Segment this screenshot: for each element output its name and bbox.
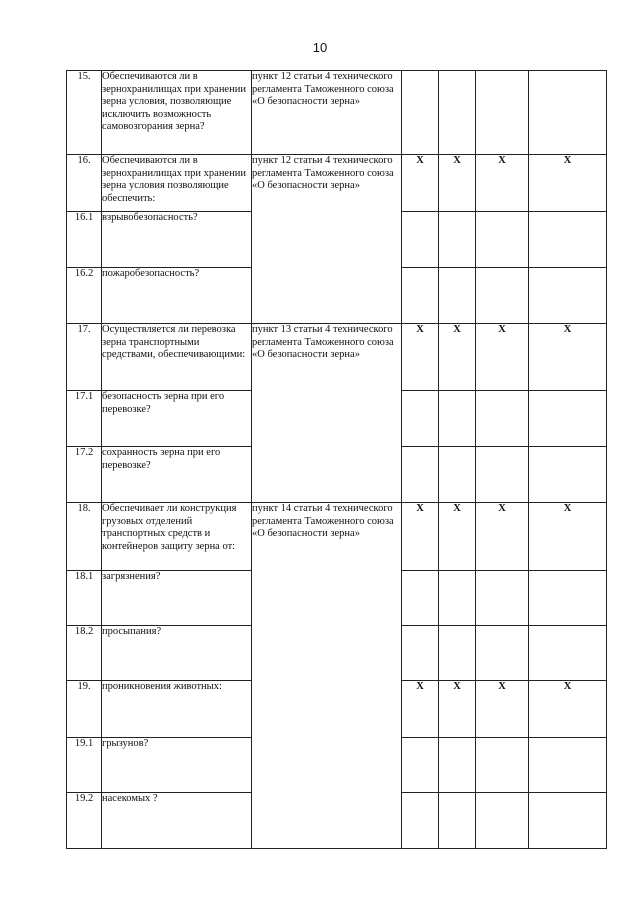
row-number: 16.	[67, 155, 102, 212]
answer-na-cell	[476, 793, 529, 849]
row-number: 18.2	[67, 626, 102, 681]
requirement-question: Обеспечиваются ли в зернохранилищах при хранении зерна условия, позволяющие исключить возможность самовозгорания зерна?	[102, 71, 252, 155]
notes-cell: X	[529, 503, 607, 571]
notes-cell	[529, 571, 607, 626]
answer-no-cell	[439, 268, 476, 324]
answer-yes-cell	[402, 212, 439, 268]
answer-no-cell: X	[439, 503, 476, 571]
answer-yes-cell: X	[402, 681, 439, 738]
notes-cell: X	[529, 155, 607, 212]
notes-cell	[529, 738, 607, 793]
answer-yes-cell: X	[402, 324, 439, 391]
requirement-question: Обеспечивает ли конструкция грузовых отделений транспортных средств и контейнеров защиту зерна от:	[102, 503, 252, 571]
answer-no-cell: X	[439, 155, 476, 212]
requirement-question: загрязнения?	[102, 571, 252, 626]
answer-na-cell: X	[476, 155, 529, 212]
answer-na-cell: X	[476, 324, 529, 391]
requirement-question: пожаробезопасность?	[102, 268, 252, 324]
answer-na-cell	[476, 268, 529, 324]
answer-no-cell	[439, 212, 476, 268]
requirement-question: просыпания?	[102, 626, 252, 681]
legal-reference: пункт 12 статьи 4 технического регламента Таможенного союза «О безопасности зерна»	[252, 71, 402, 155]
answer-yes-cell	[402, 738, 439, 793]
answer-yes-cell	[402, 793, 439, 849]
answer-no-cell	[439, 738, 476, 793]
notes-cell	[529, 447, 607, 503]
legal-reference: пункт 12 статьи 4 технического регламента Таможенного союза «О безопасности зерна»	[252, 155, 402, 324]
answer-yes-cell	[402, 268, 439, 324]
requirement-question: проникновения животных:	[102, 681, 252, 738]
table-row	[67, 155, 607, 212]
answer-no-cell	[439, 447, 476, 503]
table-row	[67, 503, 607, 571]
notes-cell: X	[529, 324, 607, 391]
row-number: 19.	[67, 681, 102, 738]
answer-na-cell	[476, 71, 529, 155]
requirement-question: грызунов?	[102, 738, 252, 793]
answer-no-cell: X	[439, 681, 476, 738]
table-row	[67, 324, 607, 391]
notes-cell	[529, 212, 607, 268]
notes-cell	[529, 71, 607, 155]
row-number: 18.	[67, 503, 102, 571]
row-number: 18.1	[67, 571, 102, 626]
answer-no-cell: X	[439, 324, 476, 391]
requirement-question: безопасность зерна при его перевозке?	[102, 391, 252, 447]
answer-no-cell	[439, 571, 476, 626]
answer-na-cell: X	[476, 681, 529, 738]
answer-na-cell	[476, 212, 529, 268]
answer-no-cell	[439, 793, 476, 849]
requirement-question: сохранность зерна при его перевозке?	[102, 447, 252, 503]
answer-na-cell	[476, 571, 529, 626]
answer-yes-cell	[402, 447, 439, 503]
row-number: 17.1	[67, 391, 102, 447]
requirement-question: Обеспечиваются ли в зернохранилищах при хранении зерна условия позволяющие обеспечить:	[102, 155, 252, 212]
notes-cell	[529, 793, 607, 849]
answer-no-cell	[439, 71, 476, 155]
answer-yes-cell	[402, 571, 439, 626]
notes-cell	[529, 391, 607, 447]
answer-yes-cell	[402, 391, 439, 447]
answer-yes-cell	[402, 71, 439, 155]
legal-reference: пункт 13 статьи 4 технического регламента Таможенного союза «О безопасности зерна»	[252, 324, 402, 503]
row-number: 19.2	[67, 793, 102, 849]
answer-na-cell	[476, 626, 529, 681]
answer-yes-cell: X	[402, 503, 439, 571]
row-number: 19.1	[67, 738, 102, 793]
legal-reference: пункт 14 статьи 4 технического регламента Таможенного союза «О безопасности зерна»	[252, 503, 402, 849]
notes-cell: X	[529, 681, 607, 738]
answer-no-cell	[439, 391, 476, 447]
answer-na-cell: X	[476, 503, 529, 571]
answer-na-cell	[476, 738, 529, 793]
answer-na-cell	[476, 447, 529, 503]
row-number: 16.1	[67, 212, 102, 268]
notes-cell	[529, 268, 607, 324]
row-number: 17.	[67, 324, 102, 391]
answer-no-cell	[439, 626, 476, 681]
answer-yes-cell: X	[402, 155, 439, 212]
row-number: 16.2	[67, 268, 102, 324]
notes-cell	[529, 626, 607, 681]
row-number: 15.	[67, 71, 102, 155]
requirement-question: Осуществляется ли перевозка зерна транспортными средствами, обеспечивающими:	[102, 324, 252, 391]
row-number: 17.2	[67, 447, 102, 503]
table-row	[67, 71, 607, 155]
page-number: 10	[312, 40, 328, 55]
requirement-question: насекомых ?	[102, 793, 252, 849]
checklist-table	[66, 70, 607, 849]
answer-yes-cell	[402, 626, 439, 681]
requirement-question: взрывобезопасность?	[102, 212, 252, 268]
answer-na-cell	[476, 391, 529, 447]
